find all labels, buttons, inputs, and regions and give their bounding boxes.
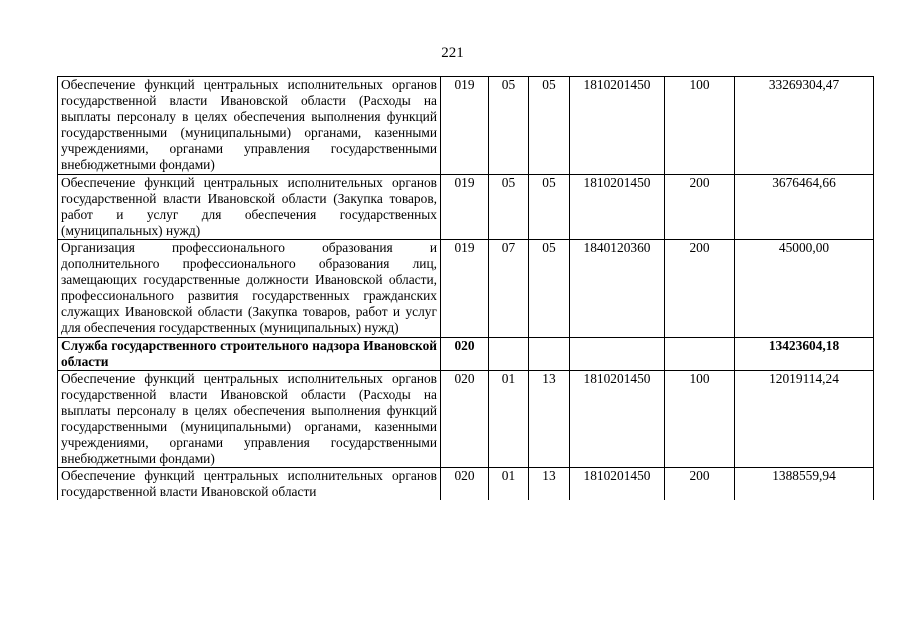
table-row [58, 239, 874, 337]
subsection-code-cell: 13 [529, 370, 570, 468]
description-cell: Служба государственного строительного надзора Ивановской области [58, 337, 441, 370]
section-code-cell: 01 [489, 468, 529, 501]
ministry-code-cell: 020 [441, 370, 489, 468]
target-code-cell: 1810201450 [570, 370, 665, 468]
section-code-cell: 01 [489, 370, 529, 468]
table-row [58, 468, 874, 501]
ministry-code-cell: 019 [441, 239, 489, 337]
table-row [58, 370, 874, 468]
target-code-cell: 1810201450 [570, 174, 665, 239]
section-code-cell: 05 [489, 174, 529, 239]
subsection-code-cell [529, 337, 570, 370]
description-text: Обеспечение функций центральных исполнительных органов государственной власти Ивановской области [61, 468, 437, 500]
table-row [58, 174, 874, 239]
table-row [58, 77, 874, 175]
subsection-code-cell: 13 [529, 468, 570, 501]
amount-cell: 45000,00 [735, 239, 874, 337]
amount-cell: 12019114,24 [735, 370, 874, 468]
ministry-code-cell: 020 [441, 468, 489, 501]
description-cell: Обеспечение функций центральных исполнительных органов государственной власти Ивановской области (Расходы на выплаты персоналу в целях обеспечения выполнения функций государственными (муниципальными) органами, казенными учреждениями, органами управления государственными внебюджетными фондами) [58, 77, 441, 175]
target-code-cell: 1810201450 [570, 77, 665, 175]
section-code-cell [489, 337, 529, 370]
target-code-cell: 1840120360 [570, 239, 665, 337]
amount-cell: 13423604,18 [735, 337, 874, 370]
description-cell: Организация профессионального образования и дополнительного профессионального образования лиц, замещающих государственные должности Ивановской области, профессионального развития государственных гражданских служащих Ивановской области (Закупка товаров, работ и услуг для обеспечения государственных (муниципальных) нужд) [58, 239, 441, 337]
expense-type-cell: 200 [665, 239, 735, 337]
section-code-cell: 05 [489, 77, 529, 175]
amount-cell: 33269304,47 [735, 77, 874, 175]
expense-type-cell: 100 [665, 370, 735, 468]
description-cell: Обеспечение функций центральных исполнительных органов государственной власти Ивановской области (Расходы на выплаты персоналу в целях обеспечения выполнения функций государственными (муниципальными) органами, казенными учреждениями, органами управления государственными внебюджетными фондами) [58, 370, 441, 468]
ministry-code-cell: 019 [441, 174, 489, 239]
expense-type-cell: 200 [665, 468, 735, 501]
expense-type-cell: 100 [665, 77, 735, 175]
budget-table [57, 76, 874, 500]
description-cell: Обеспечение функций центральных исполнительных органов государственной власти Ивановской области (Закупка товаров, работ и услуг для обеспечения государственных (муниципальных) нужд) [58, 174, 441, 239]
ministry-code-cell: 020 [441, 337, 489, 370]
ministry-code-cell: 019 [441, 77, 489, 175]
amount-cell: 3676464,66 [735, 174, 874, 239]
expense-type-cell: 200 [665, 174, 735, 239]
expense-type-cell [665, 337, 735, 370]
table-row-organization-header [58, 337, 874, 370]
page-number: 221 [441, 45, 464, 61]
description-cell [58, 468, 441, 501]
subsection-code-cell: 05 [529, 239, 570, 337]
target-code-cell: 1810201450 [570, 468, 665, 501]
target-code-cell [570, 337, 665, 370]
amount-cell: 1388559,94 [735, 468, 874, 501]
section-code-cell: 07 [489, 239, 529, 337]
subsection-code-cell: 05 [529, 77, 570, 175]
subsection-code-cell: 05 [529, 174, 570, 239]
